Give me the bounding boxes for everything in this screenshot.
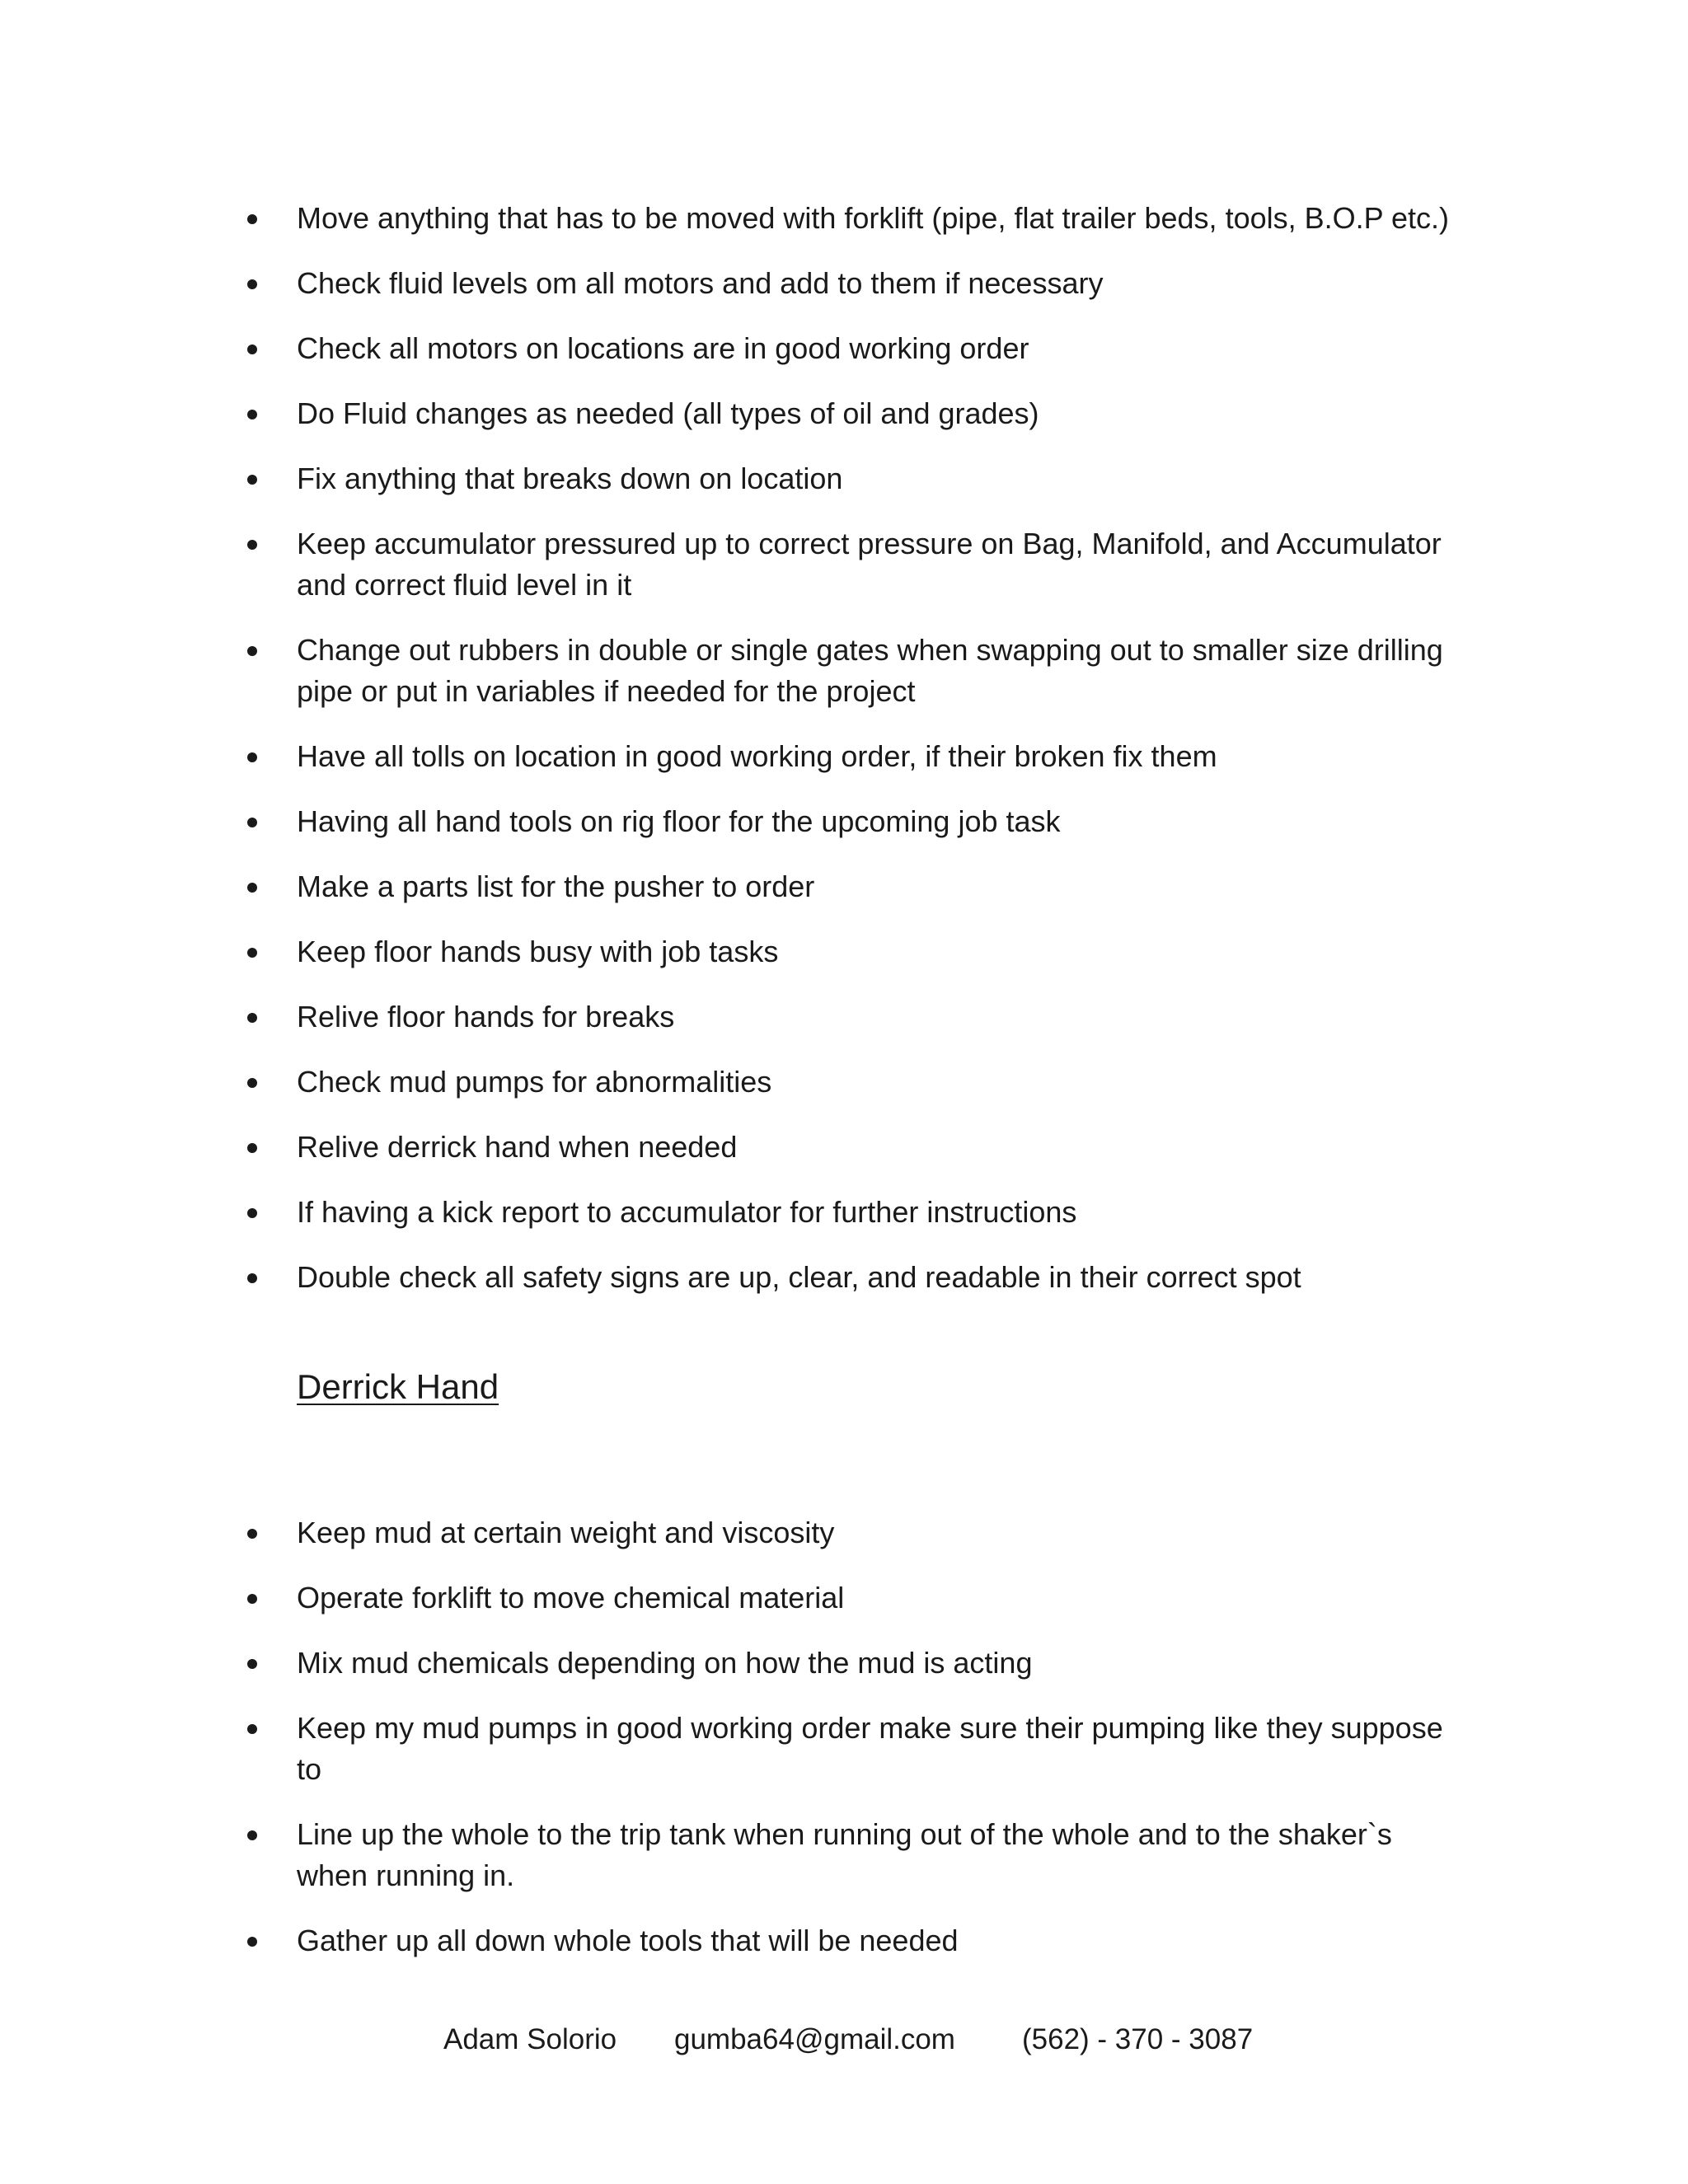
bullet-icon [247, 1013, 257, 1023]
list-item-text: Keep accumulator pressured up to correct pressure on Bag, Manifold, and Accumulator and correct fluid level in it [297, 527, 1442, 602]
list-item [247, 736, 1467, 777]
list-item [247, 523, 1467, 606]
bullet-icon [247, 646, 257, 656]
bullet-icon [247, 214, 257, 224]
list-item-text: Relive floor hands for breaks [297, 1000, 675, 1033]
list-item [247, 1920, 1467, 1961]
list-item-text: Having all hand tools on rig floor for the upcoming job task [297, 804, 1061, 838]
bullet-icon [247, 344, 257, 354]
bullet-icon [247, 1937, 257, 1947]
list-item [247, 393, 1467, 434]
list-item-text: Line up the whole to the trip tank when running out of the whole and to the shaker`s when running in. [297, 1817, 1392, 1892]
list-item [247, 630, 1467, 712]
list-item [247, 1127, 1467, 1168]
list-item [247, 866, 1467, 907]
bullet-icon [247, 1594, 257, 1604]
bullet-icon [247, 1143, 257, 1153]
list-item [247, 1814, 1467, 1896]
list-item-text: Mix mud chemicals depending on how the mud is acting [297, 1646, 1033, 1680]
bullet-icon [247, 1273, 257, 1283]
bullet-icon [247, 1529, 257, 1539]
list-item [247, 198, 1467, 239]
bullet-icon [247, 1830, 257, 1840]
list-item-text: Move anything that has to be moved with forklift (pipe, flat trailer beds, tools, B.O.P etc.) [297, 201, 1450, 235]
list-item [247, 996, 1467, 1038]
bullet-icon [247, 883, 257, 893]
list-item [247, 1192, 1467, 1233]
list-item [247, 931, 1467, 972]
bullet-icon [247, 279, 257, 289]
list-item-text: Have all tolls on location in good working order, if their broken fix them [297, 739, 1217, 773]
list-item-text: Keep my mud pumps in good working order make sure their pumping like they suppose to [297, 1711, 1443, 1786]
list-item-text: Relive derrick hand when needed [297, 1130, 738, 1164]
list-item-text: Check mud pumps for abnormalities [297, 1065, 772, 1099]
list-item [247, 263, 1467, 304]
list-item [247, 1512, 1467, 1554]
list-item [247, 458, 1467, 499]
list-item [247, 1062, 1467, 1103]
list-item [247, 1708, 1467, 1790]
duties-list-derrick-hand [247, 1512, 1467, 1985]
list-item-text: Fix anything that breaks down on location [297, 462, 843, 495]
section-heading-derrick-hand: Derrick Hand [297, 1367, 499, 1406]
list-item-text: Make a parts list for the pusher to order [297, 869, 815, 903]
footer-name: Adam Solorio [443, 2023, 617, 2055]
list-item [247, 1643, 1467, 1684]
bullet-icon [247, 948, 257, 958]
list-item-text: Operate forklift to move chemical material [297, 1581, 845, 1615]
duties-list-top [247, 198, 1467, 1322]
list-item-text: Keep floor hands busy with job tasks [297, 935, 779, 968]
list-item-text: If having a kick report to accumulator for further instructions [297, 1195, 1077, 1229]
list-item-text: Gather up all down whole tools that will be needed [297, 1924, 959, 1957]
list-item-text: Check all motors on locations are in good working order [297, 331, 1029, 365]
list-item-text: Double check all safety signs are up, clear, and readable in their correct spot [297, 1260, 1301, 1294]
bullet-icon [247, 410, 257, 419]
bullet-icon [247, 475, 257, 485]
bullet-icon [247, 752, 257, 762]
bullet-icon [247, 1078, 257, 1088]
list-item-text: Check fluid levels om all motors and add to them if necessary [297, 266, 1104, 300]
list-item-text: Keep mud at certain weight and viscosity [297, 1516, 835, 1549]
list-item [247, 801, 1467, 842]
list-item-text: Change out rubbers in double or single gates when swapping out to smaller size drilling pipe or put in variables if needed for the project [297, 633, 1443, 708]
list-item [247, 328, 1467, 369]
bullet-icon [247, 1659, 257, 1669]
list-item [247, 1577, 1467, 1619]
bullet-icon [247, 1724, 257, 1734]
footer-phone: (562) - 370 - 3087 [1022, 2023, 1254, 2055]
bullet-icon [247, 1208, 257, 1218]
bullet-icon [247, 818, 257, 827]
list-item [247, 1257, 1467, 1298]
bullet-icon [247, 540, 257, 550]
list-item-text: Do Fluid changes as needed (all types of oil and grades) [297, 396, 1039, 430]
footer-email: gumba64@gmail.com [674, 2023, 955, 2055]
